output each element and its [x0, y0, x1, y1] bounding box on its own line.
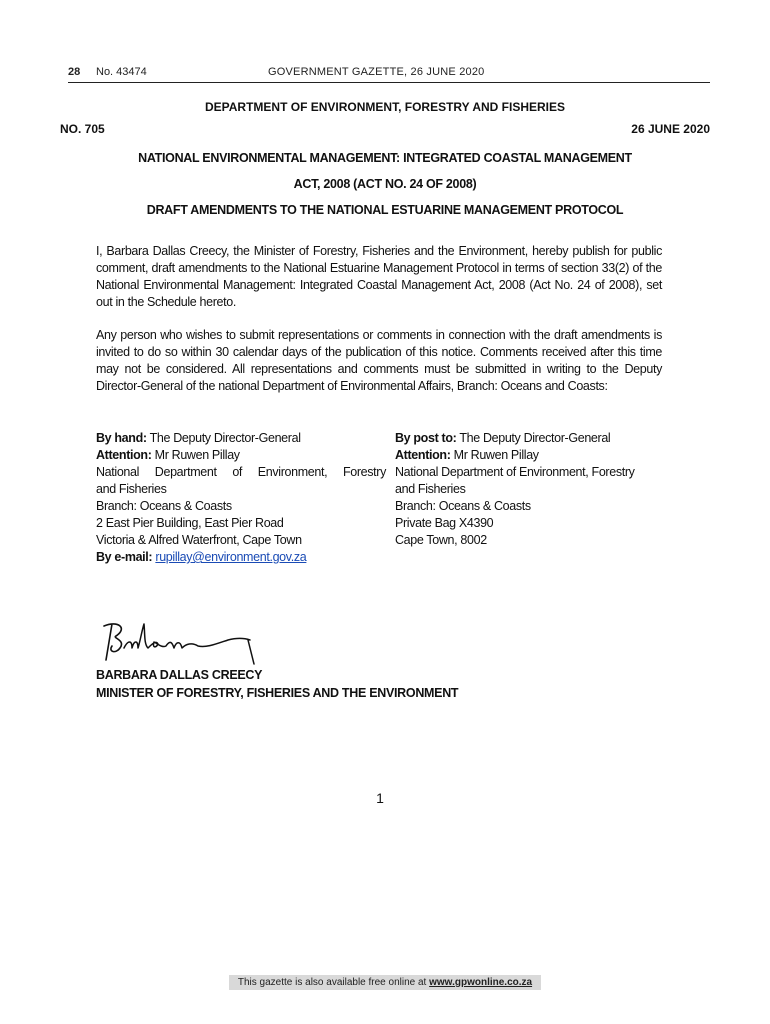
department-heading: DEPARTMENT OF ENVIRONMENT, FORESTRY AND FISHERIES	[204, 100, 566, 114]
by-hand-address-block	[96, 430, 386, 566]
by-post-line	[395, 430, 663, 447]
body-paragraph-1: I, Barbara Dallas Creecy, the Minister of Forestry, Fisheries and the Environment, hereby publish for public comment, draft amendments to the National Estuarine Management Protocol in terms of section 33(2) of the National Environmental Management: Integrated Coastal Management Act, 2008 (Act No. 24 of 2008), set out in the Schedule hereto.	[96, 244, 662, 309]
by-hand-addressee: The Deputy Director-General	[149, 431, 301, 445]
by-post-attention-line	[395, 447, 663, 464]
email-line	[96, 549, 386, 566]
by-hand-branch: Branch: Oceans & Coasts	[96, 499, 232, 513]
by-hand-address-2: Victoria & Alfred Waterfront, Cape Town	[96, 533, 302, 547]
by-post-address-1: Private Bag X4390	[395, 516, 494, 530]
footer-banner	[229, 975, 541, 990]
by-post-addressee: The Deputy Director-General	[459, 431, 611, 445]
by-hand-dept-line-1: National Department of Environment, Forestry	[96, 465, 386, 479]
header-gazette-title: GOVERNMENT GAZETTE, 26 JUNE 2020	[268, 66, 485, 78]
by-hand-attention-label: Attention:	[96, 448, 152, 462]
by-post-attention-label: Attention:	[395, 448, 451, 462]
signatory-title: MINISTER OF FORESTRY, FISHERIES AND THE ENVIRONMENT	[96, 686, 459, 700]
email-label: By e-mail:	[96, 550, 153, 564]
footer-link[interactable]: www.gpwonline.co.za	[429, 977, 533, 988]
by-post-address-block	[395, 430, 663, 549]
notice-date: 26 JUNE 2020	[631, 122, 710, 136]
notice-number: NO. 705	[60, 122, 105, 136]
body-paragraph-2: Any person who wishes to submit representations or comments in connection with the draft amendments is invited to do so within 30 calendar days of the publication of this notice. Comments received after this time may not be considered. All representations and comments must be submitted in writing to the Deputy Director-General of the national Department of Environmental Affairs, Branch: Oceans and Coasts:	[96, 328, 662, 393]
email-link[interactable]: rupillay@environment.gov.za	[155, 550, 307, 564]
header-divider	[68, 82, 710, 83]
signatory-name: BARBARA DALLAS CREECY	[96, 668, 263, 682]
by-post-dept-line-2: and Fisheries	[395, 482, 466, 496]
by-post-label: By post to:	[395, 431, 457, 445]
header-gazette-number: No. 43474	[96, 66, 147, 78]
title-line-2: ACT, 2008 (ACT NO. 24 OF 2008)	[293, 177, 477, 191]
page-number: 1	[376, 790, 384, 806]
by-post-branch: Branch: Oceans & Coasts	[395, 499, 531, 513]
by-hand-line	[96, 430, 386, 447]
by-hand-attention-line	[96, 447, 386, 464]
title-line-3: DRAFT AMENDMENTS TO THE NATIONAL ESTUARINE MANAGEMENT PROTOCOL	[146, 203, 624, 217]
by-post-address-2: Cape Town, 8002	[395, 533, 487, 547]
by-post-dept-line-1: National Department of Environment, Forestry	[395, 465, 635, 479]
handwritten-signature	[98, 618, 268, 668]
by-hand-attention-name: Mr Ruwen Pillay	[154, 448, 240, 462]
gazette-header	[68, 66, 708, 82]
footer-text: This gazette is also available free online at	[237, 977, 427, 988]
by-hand-dept-line-2: and Fisheries	[96, 482, 167, 496]
by-post-attention-name: Mr Ruwen Pillay	[453, 448, 539, 462]
header-page-number: 28	[68, 66, 81, 78]
by-hand-label: By hand:	[96, 431, 147, 445]
by-hand-address-1: 2 East Pier Building, East Pier Road	[96, 516, 284, 530]
title-line-1: NATIONAL ENVIRONMENTAL MANAGEMENT: INTEGRATED COASTAL MANAGEMENT	[138, 151, 632, 165]
